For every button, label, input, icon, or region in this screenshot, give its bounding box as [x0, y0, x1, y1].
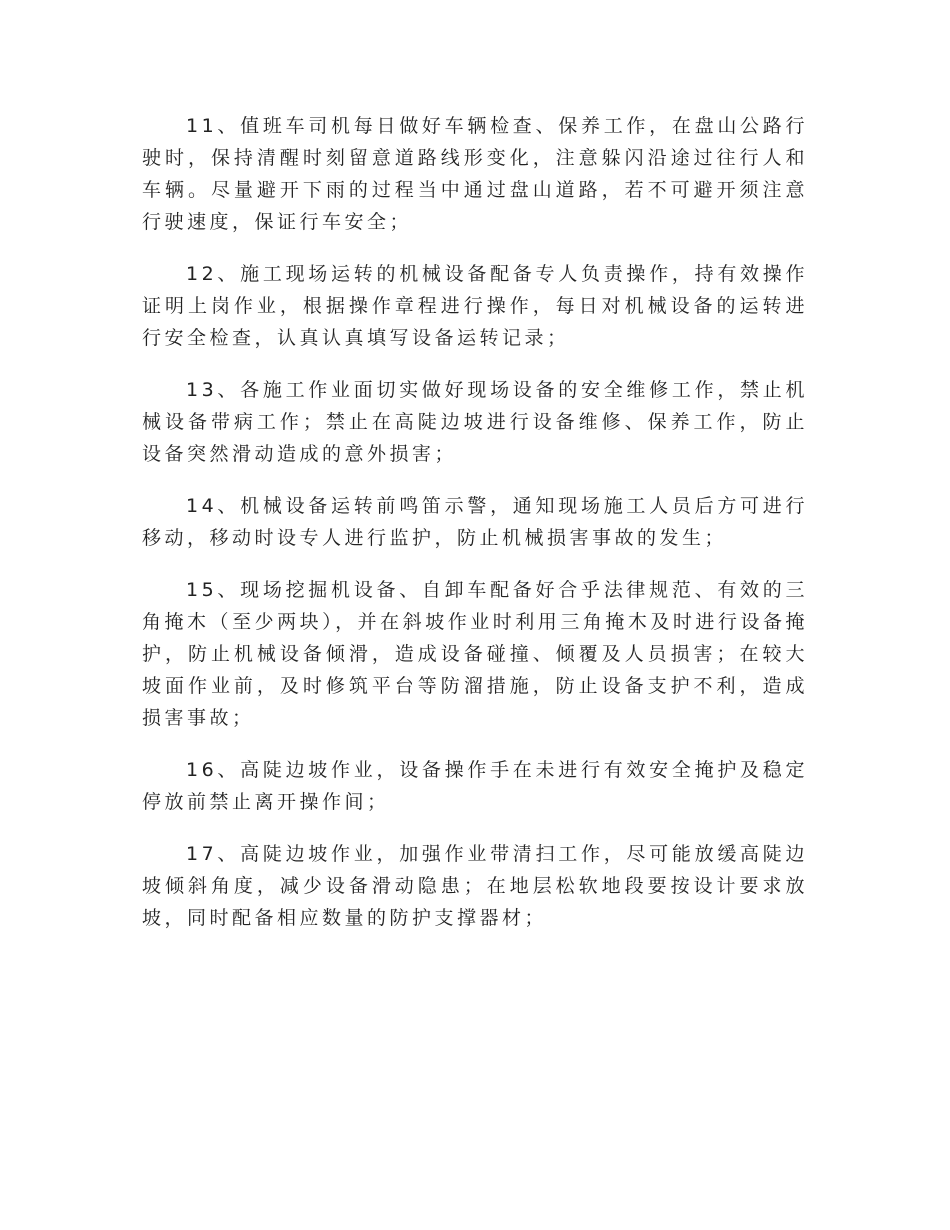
paragraph-item-12: 12、施工现场运转的机械设备配备专人负责操作，持有效操作证明上岗作业，根据操作章程进行操作，每日对机械设备的运转进行安全检查，认真认真填写设备运转记录；: [142, 263, 808, 349]
paragraph-item-15: 15、现场挖掘机设备、自卸车配备好合乎法律规范、有效的三角掩木（至少两块），并在斜坡作业时利用三角掩木及时进行设备掩护，防止机械设备倾滑，造成设备碰撞、倾覆及人员损害；在较大坡面作业前，及时修筑平台等防溜措施，防止设备支护不利，造成损害事故；: [142, 579, 808, 729]
paragraph-item-11: 11、值班车司机每日做好车辆检查、保养工作，在盘山公路行驶时，保持清醒时刻留意道路线形变化，注意躲闪沿途过往行人和车辆。尽量避开下雨的过程当中通过盘山道路，若不可避开须注意行驶速度，保证行车安全；: [142, 115, 808, 233]
paragraph-item-17: 17、高陡边坡作业，加强作业带清扫工作，尽可能放缓高陡边坡倾斜角度，减少设备滑动隐患；在地层松软地段要按设计要求放坡，同时配备相应数量的防护支撑器材；: [142, 843, 808, 929]
paragraph-item-16: 16、高陡边坡作业，设备操作手在未进行有效安全掩护及稳定停放前禁止离开操作间；: [142, 759, 808, 813]
paragraph-item-14: 14、机械设备运转前鸣笛示警，通知现场施工人员后方可进行移动，移动时设专人进行监护，防止机械损害事故的发生；: [142, 495, 808, 549]
paragraph-item-13: 13、各施工作业面切实做好现场设备的安全维修工作，禁止机械设备带病工作；禁止在高陡边坡进行设备维修、保养工作，防止设备突然滑动造成的意外损害；: [142, 379, 808, 465]
